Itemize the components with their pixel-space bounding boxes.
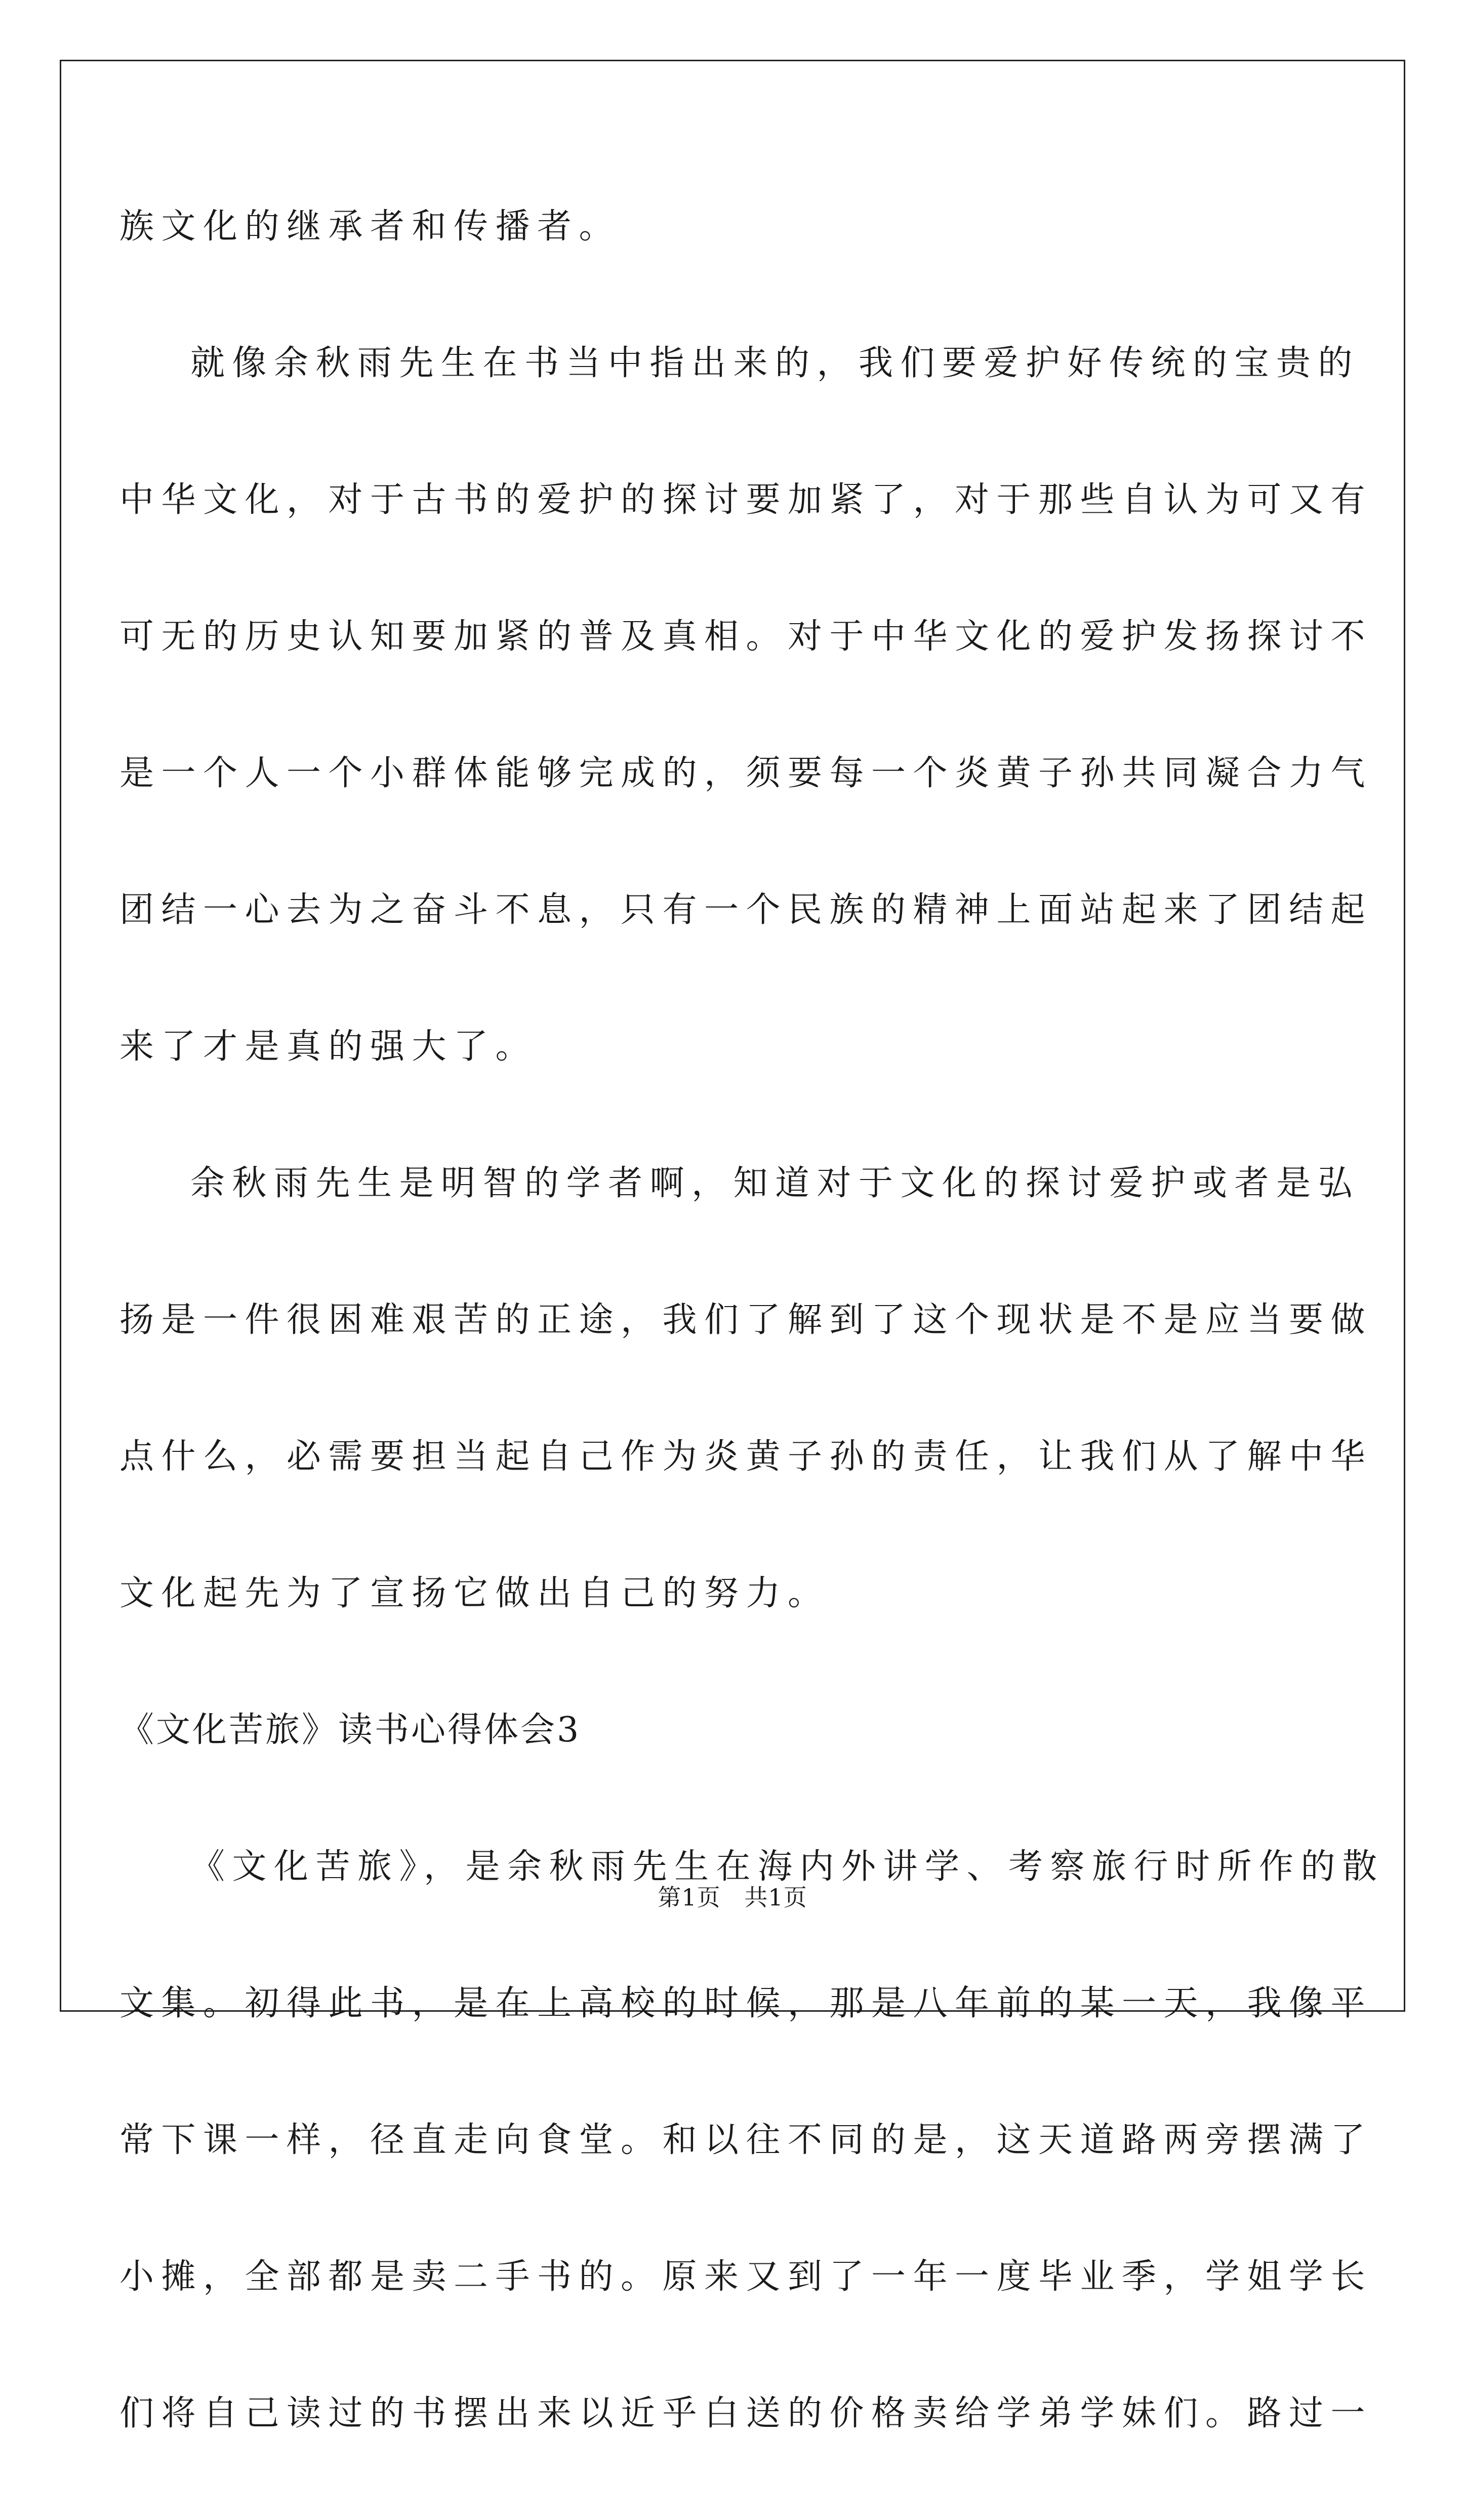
text-line: 文集。初得此书，是在上高校的时候，那是八年前的某一天，我像平 bbox=[119, 1983, 1373, 2023]
text-line: 点什么，必需要担当起自己作为炎黄子孙的责任，让我们从了解中华 bbox=[119, 1437, 1373, 1477]
text-line: 中华文化，对于古书的爱护的探讨要加紧了，对于那些自认为可又有 bbox=[119, 480, 1373, 520]
text-line: 族文化的继承者和传播者。 bbox=[119, 207, 621, 247]
text-line: 可无的历史认知要加紧的普及真相。对于中华文化的爱护发扬探讨不 bbox=[119, 617, 1373, 657]
document-body bbox=[119, 196, 1385, 2520]
text-line: 就像余秋雨先生在书当中指出来的，我们要爱护好传统的宝贵的 bbox=[190, 343, 1360, 383]
text-line: 们将自己读过的书摆出来以近乎白送的价格卖给学弟学妹们。路过一 bbox=[119, 2393, 1373, 2433]
section-heading: 《文化苦旅》读书心得体会3 bbox=[119, 1710, 581, 1750]
text-line: 扬是一件很困难艰苦的正途，我们了解到了这个现状是不是应当要做 bbox=[119, 1300, 1373, 1340]
text-line: 《文化苦旅》，是余秋雨先生在海内外讲学、考察旅行时所作的散 bbox=[190, 1847, 1385, 1887]
text-line: 余秋雨先生是明智的学者啊，知道对于文化的探讨爱护或者是弘 bbox=[190, 1163, 1360, 1203]
page-footer: 第1页 共1页 bbox=[658, 1884, 807, 1911]
text-line: 是一个人一个小群体能够完成的，须要每一个炎黄子孙共同凝合力气 bbox=[119, 753, 1373, 793]
text-line: 文化起先为了宣扬它做出自己的努力。 bbox=[119, 1573, 830, 1613]
text-line: 团结一心去为之奋斗不息，只有一个民族的精神上面站起来了团结起 bbox=[119, 890, 1373, 930]
text-line: 小摊，全部都是卖二手书的。原来又到了一年一度毕业季，学姐学长 bbox=[119, 2257, 1373, 2297]
text-line: 常下课一样，径直走向食堂。和以往不同的是，这天道路两旁摆满了 bbox=[119, 2120, 1373, 2160]
text-line: 来了才是真的强大了。 bbox=[119, 1027, 538, 1067]
